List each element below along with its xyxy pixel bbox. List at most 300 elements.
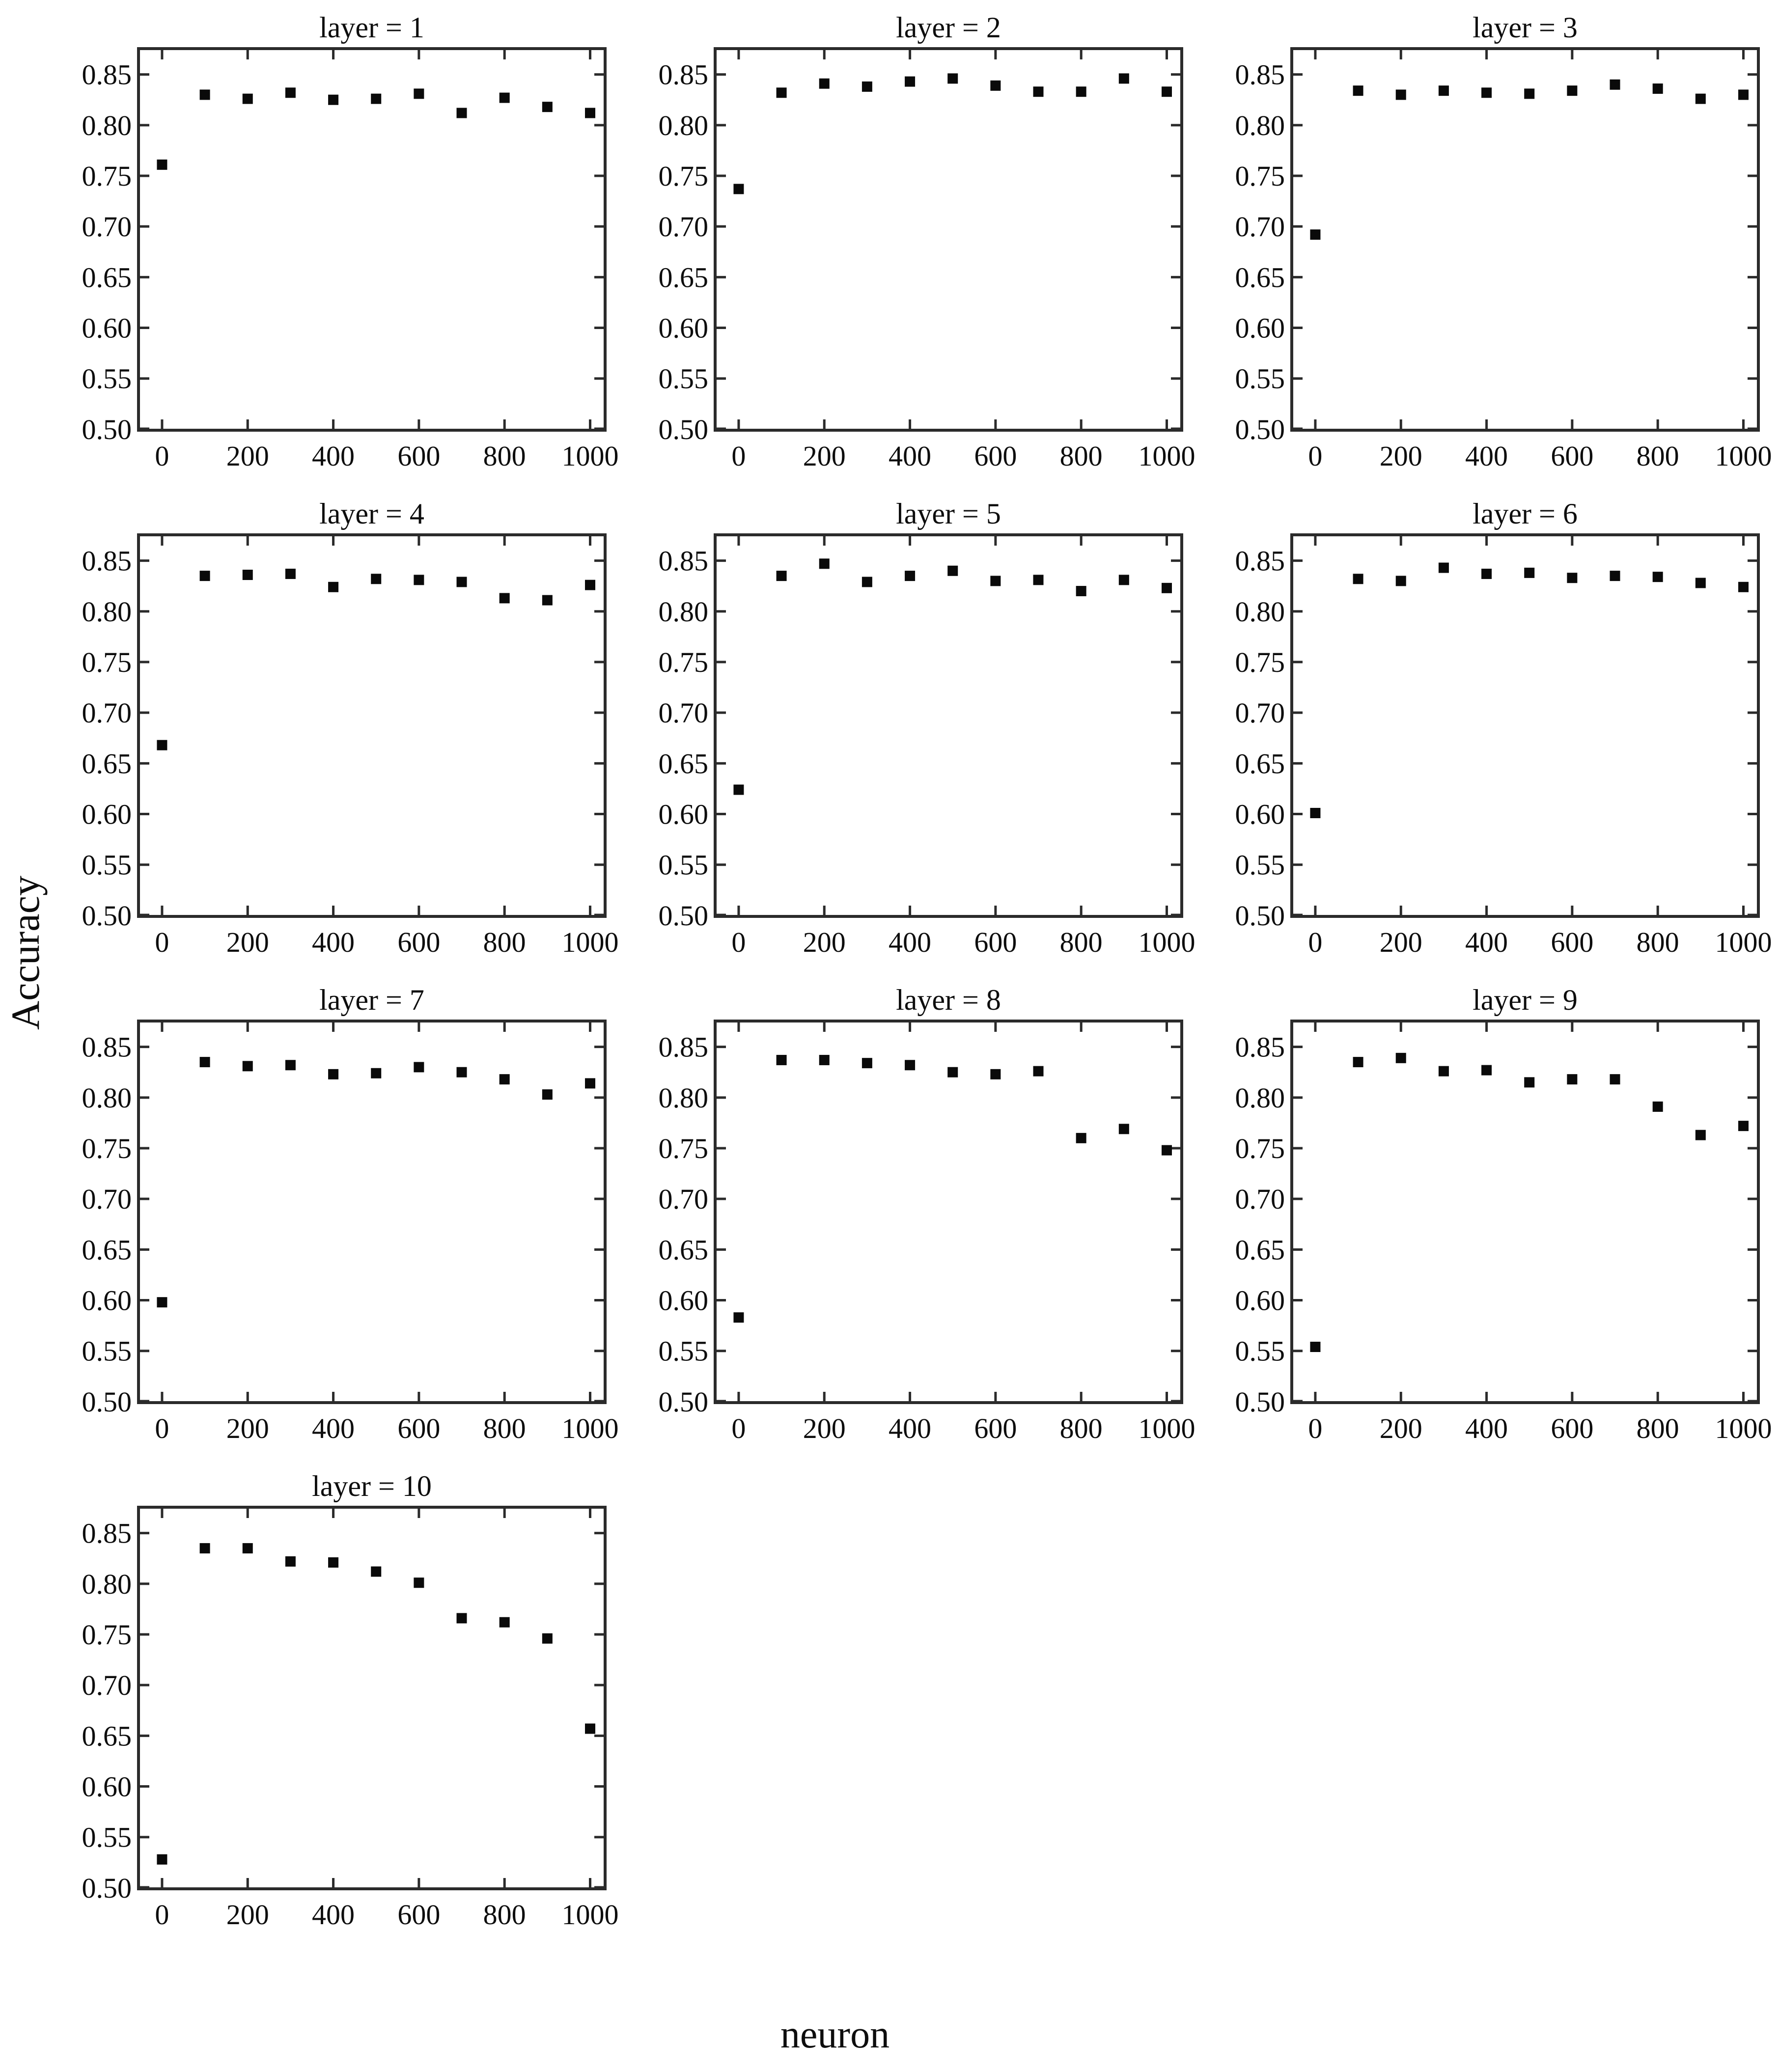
data-point (947, 1067, 958, 1077)
subplot-cell-10 (49, 1459, 626, 1945)
y-tick-label: 0.50 (82, 413, 132, 445)
x-tick-label: 800 (1059, 1412, 1103, 1444)
plot-border (715, 49, 1182, 430)
y-tick-label: 0.60 (82, 798, 132, 830)
data-point (1162, 583, 1172, 593)
y-tick-label: 0.75 (658, 646, 708, 678)
subplot-grid (49, 0, 1779, 1945)
y-tick-label: 0.85 (1235, 545, 1285, 577)
y-tick-label: 0.70 (82, 697, 132, 729)
y-tick-label: 0.80 (82, 1081, 132, 1114)
y-tick-label: 0.65 (1235, 747, 1285, 780)
x-tick-label: 800 (483, 926, 526, 958)
data-point (1076, 86, 1086, 97)
x-tick-label: 1000 (561, 1899, 619, 1931)
y-tick-label: 0.70 (82, 1183, 132, 1216)
subplot-cell-9 (1202, 972, 1779, 1459)
subplot-layer-4 (49, 486, 626, 972)
plot-border (139, 1507, 605, 1889)
x-axis-label: neuron (780, 2013, 890, 2056)
x-tick-label: 600 (397, 1412, 441, 1444)
y-tick-label: 0.65 (658, 261, 708, 294)
data-point (1738, 1121, 1749, 1131)
data-point (1696, 1130, 1706, 1140)
y-tick-label: 0.60 (82, 312, 132, 344)
data-point (328, 1069, 338, 1079)
y-tick-label: 0.65 (658, 747, 708, 780)
subplot-layer-10 (49, 1459, 626, 1945)
x-tick-label: 600 (974, 926, 1017, 958)
data-point (1119, 575, 1129, 585)
x-tick-label: 800 (483, 1412, 526, 1444)
y-tick-label: 0.60 (658, 312, 708, 344)
data-points (1310, 80, 1749, 240)
x-tick-label: 600 (397, 440, 441, 472)
data-point (1567, 573, 1577, 583)
data-point (1567, 85, 1577, 96)
x-tick-label: 400 (1465, 440, 1508, 472)
x-tick-label: 0 (155, 926, 169, 958)
data-point (1481, 1065, 1492, 1076)
x-tick-label: 600 (1551, 440, 1594, 472)
data-point (585, 1078, 595, 1088)
plot-border (715, 1021, 1182, 1403)
y-tick-label: 0.60 (82, 1770, 132, 1803)
y-tick-label: 0.75 (658, 1133, 708, 1164)
subplot-cell-8 (626, 972, 1202, 1459)
y-tick-label: 0.70 (82, 1669, 132, 1702)
x-tick-label: 1000 (1715, 1412, 1772, 1444)
y-tick-label: 0.80 (658, 109, 708, 141)
y-tick-label: 0.85 (82, 1517, 132, 1549)
data-point (1076, 1133, 1086, 1143)
x-tick-label: 1000 (1715, 440, 1772, 472)
subplot-title: layer = 7 (319, 984, 424, 1016)
y-ticks (715, 561, 1182, 915)
y-tick-label: 0.75 (658, 160, 708, 192)
y-tick-label: 0.80 (658, 595, 708, 628)
data-point (414, 1062, 424, 1072)
subplot-cell-2 (626, 0, 1202, 486)
x-ticks (1315, 535, 1744, 916)
data-point (905, 1060, 915, 1070)
data-point (414, 1577, 424, 1588)
y-tick-label: 0.70 (658, 211, 708, 243)
x-tick-label: 400 (312, 1412, 355, 1444)
y-tick-label: 0.65 (1235, 1234, 1285, 1266)
data-point (414, 88, 424, 99)
y-ticks (139, 75, 605, 429)
x-tick-label: 400 (1465, 926, 1508, 958)
y-tick-label: 0.55 (658, 362, 708, 395)
y-tick-label: 0.75 (1235, 646, 1285, 678)
y-tick-label: 0.85 (1235, 1031, 1285, 1063)
subplot-title: layer = 1 (319, 11, 424, 44)
subplot-layer-7 (49, 972, 626, 1459)
y-tick-label: 0.65 (1235, 261, 1285, 294)
plot-border (715, 535, 1182, 916)
data-point (200, 1543, 210, 1553)
y-tick-label: 0.55 (82, 362, 132, 395)
subplot-title: layer = 8 (896, 984, 1001, 1016)
data-point (1353, 574, 1363, 584)
data-point (1567, 1074, 1577, 1084)
y-tick-label: 0.85 (82, 545, 132, 577)
data-points (1310, 1053, 1749, 1352)
subplot-cell-6 (1202, 486, 1779, 972)
x-tick-label: 1000 (1138, 926, 1195, 958)
subplot-title: layer = 4 (319, 497, 424, 530)
x-tick-label: 1000 (561, 926, 619, 958)
data-point (1033, 1066, 1044, 1077)
y-tick-label: 0.50 (658, 899, 708, 932)
x-tick-label: 200 (226, 926, 269, 958)
y-tick-label: 0.55 (82, 849, 132, 881)
y-tick-label: 0.70 (1235, 211, 1285, 243)
x-tick-label: 600 (1551, 1412, 1594, 1444)
x-tick-label: 1000 (561, 440, 619, 472)
y-ticks (139, 1533, 605, 1887)
x-tick-label: 0 (731, 926, 746, 958)
y-tick-label: 0.85 (82, 1031, 132, 1063)
data-point (500, 93, 510, 103)
y-tick-label: 0.55 (658, 849, 708, 881)
x-tick-label: 200 (803, 440, 846, 472)
data-point (1610, 80, 1620, 90)
x-tick-label: 600 (974, 440, 1017, 472)
y-tick-label: 0.70 (658, 697, 708, 729)
x-tick-label: 800 (1636, 440, 1679, 472)
data-point (1610, 1074, 1620, 1084)
data-point (285, 1060, 296, 1070)
subplot-title: layer = 2 (896, 11, 1001, 44)
x-tick-label: 200 (226, 440, 269, 472)
y-ticks (1292, 561, 1758, 915)
data-point (1439, 85, 1449, 96)
y-tick-label: 0.80 (1235, 595, 1285, 628)
y-tick-label: 0.50 (658, 1385, 708, 1418)
subplot-cell-4 (49, 486, 626, 972)
data-point (328, 95, 338, 105)
data-point (457, 1067, 467, 1077)
data-point (733, 1312, 744, 1323)
y-tick-label: 0.80 (82, 109, 132, 141)
subplot-layer-5 (626, 486, 1202, 972)
y-tick-label: 0.55 (658, 1335, 708, 1367)
x-tick-label: 600 (1551, 926, 1594, 958)
data-point (285, 569, 296, 579)
data-point (457, 108, 467, 118)
y-tick-label: 0.70 (1235, 697, 1285, 729)
data-point (285, 1556, 296, 1567)
data-point (328, 1557, 338, 1568)
data-point (243, 1061, 253, 1071)
data-point (819, 558, 830, 569)
y-tick-label: 0.85 (82, 58, 132, 91)
data-point (1481, 569, 1492, 579)
y-tick-label: 0.85 (658, 1031, 708, 1063)
x-tick-label: 600 (397, 926, 441, 958)
data-point (542, 1089, 553, 1100)
y-tick-label: 0.50 (82, 1385, 132, 1418)
x-tick-label: 1000 (1138, 1412, 1195, 1444)
data-point (243, 570, 253, 580)
y-ticks (1292, 1047, 1758, 1401)
y-tick-label: 0.50 (1235, 899, 1285, 932)
x-tick-label: 800 (1636, 1412, 1679, 1444)
data-point (1310, 1342, 1320, 1352)
y-tick-label: 0.75 (82, 646, 132, 678)
x-tick-label: 200 (226, 1899, 269, 1931)
data-point (1524, 568, 1534, 578)
x-tick-label: 400 (312, 1899, 355, 1931)
y-tick-label: 0.65 (82, 747, 132, 780)
data-point (905, 77, 915, 87)
x-tick-label: 800 (1059, 440, 1103, 472)
data-point (457, 1613, 467, 1623)
subplot-layer-8 (626, 972, 1202, 1459)
y-tick-label: 0.65 (82, 1720, 132, 1752)
data-point (1310, 808, 1320, 818)
x-tick-label: 0 (155, 1899, 169, 1931)
data-points (1310, 563, 1749, 818)
y-ticks (1292, 75, 1758, 429)
data-point (990, 81, 1001, 91)
data-point (733, 184, 744, 194)
data-point (585, 108, 595, 118)
subplot-title: layer = 6 (1473, 497, 1578, 530)
y-tick-label: 0.85 (1235, 58, 1285, 91)
x-tick-label: 800 (1636, 926, 1679, 958)
data-point (1696, 578, 1706, 588)
data-point (1439, 563, 1449, 573)
data-point (947, 566, 958, 576)
data-point (1076, 586, 1086, 596)
y-tick-label: 0.75 (82, 160, 132, 192)
data-point (157, 1297, 167, 1307)
y-tick-label: 0.50 (1235, 413, 1285, 445)
plot-border (1292, 535, 1758, 916)
plot-border (1292, 49, 1758, 430)
subplot-layer-3 (1202, 0, 1779, 486)
data-point (200, 89, 210, 100)
x-tick-label: 400 (889, 926, 932, 958)
y-tick-label: 0.55 (82, 1821, 132, 1853)
x-ticks (162, 535, 590, 916)
data-points (157, 1057, 595, 1307)
y-tick-label: 0.75 (1235, 1133, 1285, 1164)
x-tick-label: 200 (226, 1412, 269, 1444)
y-tick-label: 0.80 (1235, 1081, 1285, 1114)
x-tick-label: 400 (1465, 1412, 1508, 1444)
data-point (1653, 83, 1663, 94)
plot-border (139, 49, 605, 430)
x-ticks (739, 49, 1167, 430)
subplot-title: layer = 5 (896, 497, 1001, 530)
x-tick-label: 600 (397, 1899, 441, 1931)
data-point (585, 580, 595, 590)
data-point (157, 1854, 167, 1865)
x-tick-label: 0 (1308, 926, 1323, 958)
data-point (371, 1068, 381, 1078)
x-tick-label: 800 (483, 440, 526, 472)
y-ticks (139, 1047, 605, 1401)
data-point (862, 1058, 872, 1068)
data-point (414, 575, 424, 585)
y-tick-label: 0.75 (82, 1133, 132, 1164)
data-point (1738, 582, 1749, 592)
x-tick-label: 600 (974, 1412, 1017, 1444)
x-tick-label: 0 (1308, 440, 1323, 472)
data-point (500, 1074, 510, 1084)
data-point (542, 595, 553, 606)
data-point (1033, 575, 1044, 585)
data-point (1738, 89, 1749, 100)
x-tick-label: 400 (889, 1412, 932, 1444)
data-point (1353, 85, 1363, 96)
x-ticks (739, 535, 1167, 916)
data-points (157, 569, 595, 750)
data-point (243, 94, 253, 104)
subplot-cell-7 (49, 972, 626, 1459)
y-tick-label: 0.75 (82, 1619, 132, 1651)
data-points (157, 1543, 595, 1865)
x-tick-label: 800 (483, 1899, 526, 1931)
y-ticks (715, 1047, 1182, 1401)
x-tick-label: 0 (155, 440, 169, 472)
data-point (157, 740, 167, 750)
data-point (1396, 576, 1406, 586)
data-point (243, 1543, 253, 1553)
y-tick-label: 0.75 (1235, 160, 1285, 192)
data-point (200, 571, 210, 581)
data-point (733, 785, 744, 795)
y-tick-label: 0.60 (658, 798, 708, 830)
y-tick-label: 0.50 (82, 1872, 132, 1904)
data-point (1353, 1057, 1363, 1067)
data-points (733, 73, 1172, 194)
x-tick-label: 1000 (561, 1412, 619, 1444)
y-tick-label: 0.55 (82, 1335, 132, 1367)
y-axis-label: Accuracy (3, 875, 48, 1030)
y-tick-label: 0.60 (658, 1284, 708, 1317)
data-point (1119, 73, 1129, 83)
data-point (1033, 86, 1044, 97)
data-points (733, 558, 1172, 795)
data-point (1610, 571, 1620, 581)
y-tick-label: 0.80 (82, 1568, 132, 1600)
plot-border (139, 535, 605, 916)
data-point (157, 160, 167, 170)
data-point (585, 1723, 595, 1734)
y-tick-label: 0.65 (658, 1234, 708, 1266)
y-tick-label: 0.70 (658, 1183, 708, 1216)
data-point (777, 571, 787, 581)
data-point (457, 577, 467, 587)
x-ticks (162, 1507, 590, 1889)
x-tick-label: 1000 (1138, 440, 1195, 472)
y-tick-label: 0.50 (1235, 1385, 1285, 1418)
data-point (542, 1633, 553, 1644)
x-tick-label: 200 (1379, 440, 1422, 472)
subplot-layer-9 (1202, 972, 1779, 1459)
data-point (990, 576, 1001, 586)
y-ticks (139, 561, 605, 915)
data-point (1396, 89, 1406, 100)
data-point (371, 574, 381, 584)
y-tick-label: 0.55 (1235, 1335, 1285, 1367)
data-point (819, 1055, 830, 1065)
y-tick-label: 0.65 (82, 1234, 132, 1266)
y-ticks (715, 75, 1182, 429)
data-point (285, 87, 296, 98)
data-point (542, 102, 553, 112)
data-point (777, 1055, 787, 1065)
data-point (862, 577, 872, 587)
y-tick-label: 0.60 (82, 1284, 132, 1317)
y-tick-label: 0.85 (658, 545, 708, 577)
x-tick-label: 200 (1379, 926, 1422, 958)
x-ticks (1315, 49, 1744, 430)
y-tick-label: 0.60 (1235, 798, 1285, 830)
data-point (777, 87, 787, 98)
y-tick-label: 0.65 (82, 261, 132, 294)
data-point (947, 73, 958, 83)
x-tick-label: 0 (155, 1412, 169, 1444)
y-tick-label: 0.55 (1235, 849, 1285, 881)
y-tick-label: 0.60 (1235, 1284, 1285, 1317)
data-points (733, 1055, 1172, 1323)
y-tick-label: 0.50 (658, 413, 708, 445)
x-ticks (739, 1021, 1167, 1403)
subplot-cell-3 (1202, 0, 1779, 486)
data-point (500, 1617, 510, 1628)
data-point (1481, 87, 1492, 98)
x-tick-label: 0 (731, 440, 746, 472)
data-point (1162, 86, 1172, 97)
y-tick-label: 0.80 (1235, 109, 1285, 141)
subplot-cell-1 (49, 0, 626, 486)
x-tick-label: 1000 (1715, 926, 1772, 958)
y-tick-label: 0.55 (1235, 362, 1285, 395)
data-point (1653, 572, 1663, 582)
y-tick-label: 0.80 (658, 1081, 708, 1114)
y-tick-label: 0.70 (82, 211, 132, 243)
x-tick-label: 800 (1059, 926, 1103, 958)
subplot-title: layer = 10 (312, 1470, 432, 1502)
data-point (1396, 1053, 1406, 1063)
x-tick-label: 400 (889, 440, 932, 472)
data-point (1439, 1066, 1449, 1077)
subplot-layer-1 (49, 0, 626, 486)
data-point (1653, 1102, 1663, 1112)
x-tick-label: 0 (731, 1412, 746, 1444)
y-tick-label: 0.85 (658, 58, 708, 91)
subplot-cell-5 (626, 486, 1202, 972)
data-point (1524, 1077, 1534, 1087)
y-tick-label: 0.60 (1235, 312, 1285, 344)
y-tick-label: 0.50 (82, 899, 132, 932)
x-tick-label: 200 (1379, 1412, 1422, 1444)
data-point (819, 79, 830, 89)
x-ticks (162, 49, 590, 430)
x-tick-label: 0 (1308, 1412, 1323, 1444)
subplot-title: layer = 9 (1473, 984, 1578, 1016)
data-point (1310, 229, 1320, 240)
data-point (371, 94, 381, 104)
data-point (328, 582, 338, 592)
y-tick-label: 0.70 (1235, 1183, 1285, 1216)
